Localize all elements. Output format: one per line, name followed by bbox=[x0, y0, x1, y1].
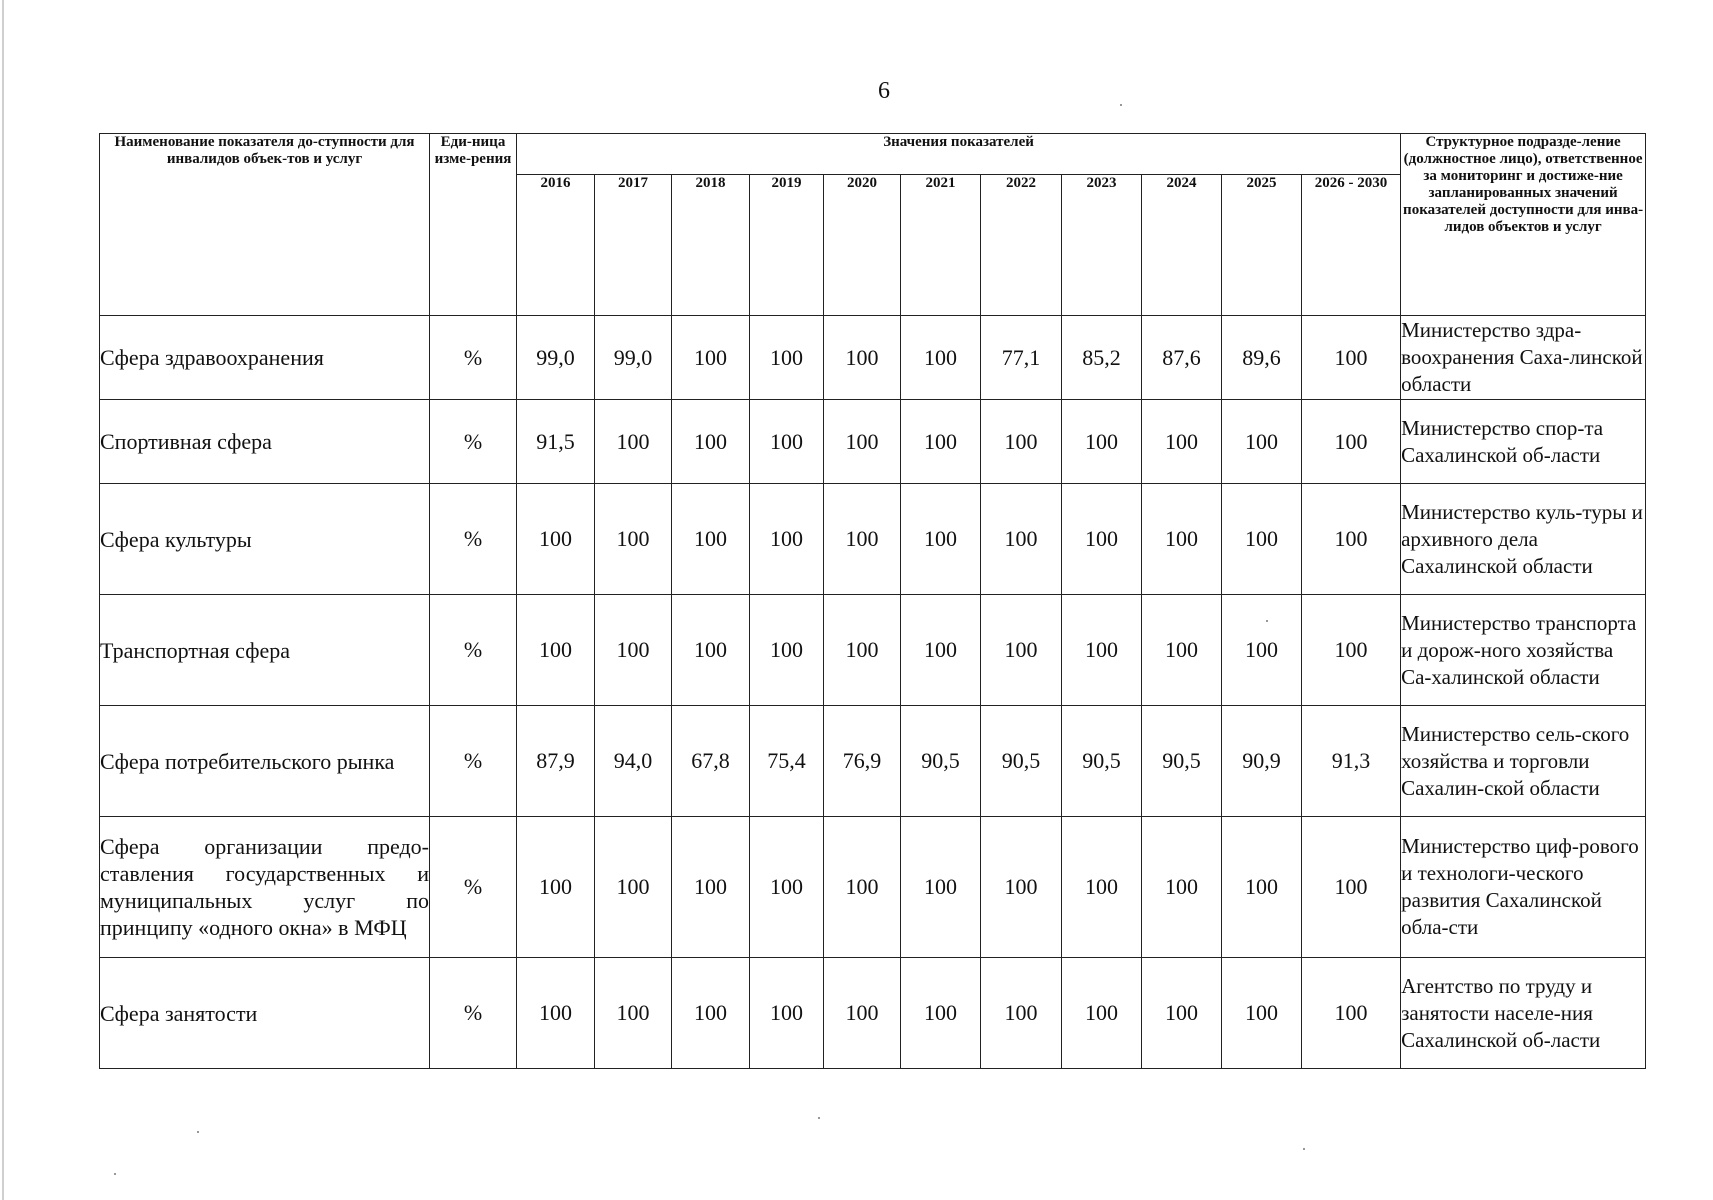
value-cell: 100 bbox=[517, 484, 595, 595]
header-indicator-name: Наименование показателя до-ступности для инвалидов объек-тов и услуг bbox=[100, 134, 430, 316]
responsible-cell: Агентство по труду и занятости населе-ния Сахалинской об-ласти bbox=[1401, 958, 1646, 1069]
responsible-cell: Министерство здра-воохранения Саха-линской области bbox=[1401, 316, 1646, 400]
header-year: 2016 bbox=[517, 175, 595, 316]
indicator-name-cell: Сфера здравоохранения bbox=[100, 316, 430, 400]
value-cell: 90,9 bbox=[1222, 706, 1302, 817]
value-cell: 76,9 bbox=[824, 706, 901, 817]
indicator-name-cell: Сфера культуры bbox=[100, 484, 430, 595]
value-cell: 100 bbox=[1222, 817, 1302, 958]
value-cell: 100 bbox=[517, 958, 595, 1069]
unit-cell: % bbox=[430, 316, 517, 400]
value-cell: 100 bbox=[1302, 817, 1401, 958]
table-row bbox=[100, 817, 1646, 958]
value-cell: 100 bbox=[1062, 484, 1142, 595]
table-row bbox=[100, 316, 1646, 400]
value-cell: 100 bbox=[981, 958, 1062, 1069]
value-cell: 100 bbox=[1302, 316, 1401, 400]
header-responsible: Структурное подразде-ление (должностное лицо), ответственное за мониторинг и достиже-ние запланированных значений показателей доступности для инва-лидов объектов и услуг bbox=[1401, 134, 1646, 316]
value-cell: 100 bbox=[595, 400, 672, 484]
value-cell: 100 bbox=[672, 316, 750, 400]
header-year: 2019 bbox=[750, 175, 824, 316]
value-cell: 100 bbox=[824, 400, 901, 484]
value-cell: 100 bbox=[901, 484, 981, 595]
value-cell: 89,6 bbox=[1222, 316, 1302, 400]
value-cell: 100 bbox=[517, 817, 595, 958]
value-cell: 100 bbox=[1142, 595, 1222, 706]
value-cell: 75,4 bbox=[750, 706, 824, 817]
value-cell: 99,0 bbox=[517, 316, 595, 400]
value-cell: 100 bbox=[1222, 400, 1302, 484]
table-row bbox=[100, 595, 1646, 706]
responsible-cell: Министерство куль-туры и архивного дела Сахалинской области bbox=[1401, 484, 1646, 595]
header-year: 2018 bbox=[672, 175, 750, 316]
table-row bbox=[100, 484, 1646, 595]
value-cell: 90,5 bbox=[901, 706, 981, 817]
table-row bbox=[100, 400, 1646, 484]
value-cell: 100 bbox=[595, 958, 672, 1069]
value-cell: 100 bbox=[750, 316, 824, 400]
scan-speck bbox=[1303, 1148, 1305, 1150]
value-cell: 100 bbox=[1142, 958, 1222, 1069]
value-cell: 100 bbox=[1062, 817, 1142, 958]
value-cell: 100 bbox=[981, 484, 1062, 595]
header-year: 2017 bbox=[595, 175, 672, 316]
value-cell: 100 bbox=[672, 484, 750, 595]
value-cell: 100 bbox=[901, 595, 981, 706]
value-cell: 99,0 bbox=[595, 316, 672, 400]
scan-speck bbox=[197, 1131, 199, 1133]
value-cell: 100 bbox=[1222, 484, 1302, 595]
responsible-cell: Министерство сель-ского хозяйства и торговли Сахалин-ской области bbox=[1401, 706, 1646, 817]
value-cell: 100 bbox=[750, 484, 824, 595]
value-cell: 100 bbox=[1302, 595, 1401, 706]
header-values: Значения показателей bbox=[517, 134, 1401, 175]
value-cell: 67,8 bbox=[672, 706, 750, 817]
value-cell: 100 bbox=[824, 958, 901, 1069]
value-cell: 94,0 bbox=[595, 706, 672, 817]
scan-speck bbox=[818, 1117, 820, 1119]
value-cell: 100 bbox=[824, 316, 901, 400]
value-cell: 100 bbox=[981, 817, 1062, 958]
value-cell: 100 bbox=[901, 400, 981, 484]
indicator-name-cell: Сфера потребительского рынка bbox=[100, 706, 430, 817]
value-cell: 100 bbox=[1142, 817, 1222, 958]
table-row bbox=[100, 958, 1646, 1069]
value-cell: 100 bbox=[824, 817, 901, 958]
value-cell: 100 bbox=[1302, 958, 1401, 1069]
value-cell: 100 bbox=[901, 817, 981, 958]
header-year: 2022 bbox=[981, 175, 1062, 316]
header-year: 2026 - 2030 bbox=[1302, 175, 1401, 316]
value-cell: 100 bbox=[517, 595, 595, 706]
indicator-name-cell: Транспортная сфера bbox=[100, 595, 430, 706]
value-cell: 100 bbox=[901, 958, 981, 1069]
responsible-cell: Министерство циф-рового и технологи-ческого развития Сахалинской обла-сти bbox=[1401, 817, 1646, 958]
value-cell: 100 bbox=[1222, 595, 1302, 706]
page-number: 6 bbox=[878, 78, 890, 104]
value-cell: 100 bbox=[750, 817, 824, 958]
value-cell: 91,5 bbox=[517, 400, 595, 484]
header-year: 2020 bbox=[824, 175, 901, 316]
value-cell: 100 bbox=[672, 958, 750, 1069]
value-cell: 100 bbox=[1062, 595, 1142, 706]
unit-cell: % bbox=[430, 595, 517, 706]
value-cell: 100 bbox=[1302, 400, 1401, 484]
value-cell: 100 bbox=[750, 958, 824, 1069]
value-cell: 100 bbox=[750, 595, 824, 706]
value-cell: 90,5 bbox=[1062, 706, 1142, 817]
responsible-cell: Министерство транспорта и дорож-ного хозяйства Са-халинской области bbox=[1401, 595, 1646, 706]
value-cell: 100 bbox=[981, 595, 1062, 706]
value-cell: 100 bbox=[595, 817, 672, 958]
header-year: 2025 bbox=[1222, 175, 1302, 316]
header-year: 2024 bbox=[1142, 175, 1222, 316]
scan-speck bbox=[1266, 620, 1268, 622]
value-cell: 100 bbox=[1222, 958, 1302, 1069]
value-cell: 87,9 bbox=[517, 706, 595, 817]
value-cell: 90,5 bbox=[981, 706, 1062, 817]
indicator-name-cell: Сфера организации предо-ставления государственных и муниципальных услуг по принципу «одного окна» в МФЦ bbox=[100, 817, 430, 958]
scan-speck bbox=[1120, 104, 1122, 106]
scan-left-edge bbox=[2, 0, 4, 1200]
value-cell: 100 bbox=[824, 484, 901, 595]
unit-cell: % bbox=[430, 817, 517, 958]
value-cell: 91,3 bbox=[1302, 706, 1401, 817]
value-cell: 100 bbox=[981, 400, 1062, 484]
unit-cell: % bbox=[430, 706, 517, 817]
value-cell: 85,2 bbox=[1062, 316, 1142, 400]
value-cell: 100 bbox=[1062, 958, 1142, 1069]
indicators-table bbox=[99, 133, 1646, 1069]
value-cell: 77,1 bbox=[981, 316, 1062, 400]
header-year: 2021 bbox=[901, 175, 981, 316]
value-cell: 100 bbox=[1062, 400, 1142, 484]
unit-cell: % bbox=[430, 400, 517, 484]
value-cell: 87,6 bbox=[1142, 316, 1222, 400]
value-cell: 90,5 bbox=[1142, 706, 1222, 817]
value-cell: 100 bbox=[595, 484, 672, 595]
value-cell: 100 bbox=[1142, 484, 1222, 595]
table-row bbox=[100, 706, 1646, 817]
value-cell: 100 bbox=[1142, 400, 1222, 484]
value-cell: 100 bbox=[901, 316, 981, 400]
value-cell: 100 bbox=[750, 400, 824, 484]
indicator-name-cell: Сфера занятости bbox=[100, 958, 430, 1069]
value-cell: 100 bbox=[824, 595, 901, 706]
value-cell: 100 bbox=[672, 817, 750, 958]
value-cell: 100 bbox=[595, 595, 672, 706]
responsible-cell: Министерство спор-та Сахалинской об-ласти bbox=[1401, 400, 1646, 484]
unit-cell: % bbox=[430, 484, 517, 595]
header-year: 2023 bbox=[1062, 175, 1142, 316]
unit-cell: % bbox=[430, 958, 517, 1069]
scan-speck bbox=[114, 1173, 116, 1175]
value-cell: 100 bbox=[672, 595, 750, 706]
value-cell: 100 bbox=[1302, 484, 1401, 595]
header-unit: Еди-ница изме-рения bbox=[430, 134, 517, 316]
value-cell: 100 bbox=[672, 400, 750, 484]
indicator-name-cell: Спортивная сфера bbox=[100, 400, 430, 484]
